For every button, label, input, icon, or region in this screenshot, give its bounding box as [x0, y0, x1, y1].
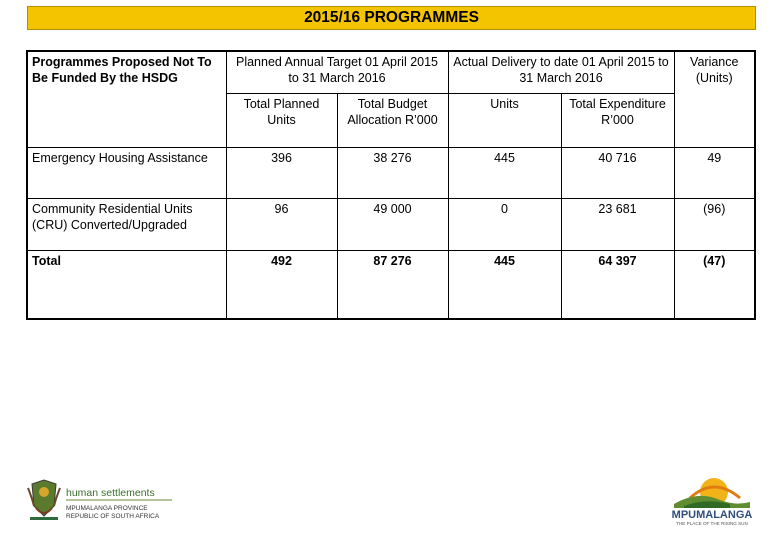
row-programme: Total	[27, 250, 226, 319]
sun-hills-icon	[654, 472, 770, 528]
row-expenditure: 64 397	[561, 250, 674, 319]
logo-left-line1: human settlements	[66, 487, 155, 499]
header-planned: Planned Annual Target 01 April 2015 to 31 March 2016	[226, 51, 448, 93]
total-row	[27, 250, 755, 319]
logo-right-name: MPUMALANGA	[671, 509, 753, 521]
logo-left-line2: MPUMALANGA PROVINCE	[66, 505, 148, 512]
row-planned-units: 492	[226, 250, 337, 319]
row-programme: Emergency Housing Assistance	[27, 147, 226, 198]
row-actual-units: 445	[448, 250, 561, 319]
header-variance: Variance (Units)	[674, 51, 755, 147]
row-planned-units: 96	[226, 198, 337, 250]
subheader-expenditure: Total Expenditure R’000	[561, 93, 674, 147]
row-budget: 49 000	[337, 198, 448, 250]
page-title: 2015/16 PROGRAMMES	[27, 6, 756, 30]
row-budget: 38 276	[337, 147, 448, 198]
header-actual: Actual Delivery to date 01 April 2015 to 31 March 2016	[448, 51, 674, 93]
programmes-table	[26, 50, 756, 320]
subheader-planned-units: Total Planned Units	[226, 93, 337, 147]
row-actual-units: 445	[448, 147, 561, 198]
header-row	[27, 51, 755, 93]
table-row	[27, 198, 755, 250]
row-programme: Community Residential Units (CRU) Converted/Upgraded	[27, 198, 226, 250]
row-planned-units: 396	[226, 147, 337, 198]
logo-left-line3: REPUBLIC OF SOUTH AFRICA	[66, 513, 160, 520]
header-programmes: Programmes Proposed Not To Be Funded By the HSDG	[27, 51, 226, 147]
human-settlements-logo	[26, 478, 196, 522]
mpumalanga-logo	[654, 472, 770, 528]
row-actual-units: 0	[448, 198, 561, 250]
subheader-budget: Total Budget Allocation R’000	[337, 93, 448, 147]
coat-of-arms-icon	[26, 478, 196, 522]
logo-right-tagline: THE PLACE OF THE RISING SUN	[676, 521, 748, 526]
row-variance: 49	[674, 147, 755, 198]
row-variance: (47)	[674, 250, 755, 319]
row-expenditure: 23 681	[561, 198, 674, 250]
row-expenditure: 40 716	[561, 147, 674, 198]
row-budget: 87 276	[337, 250, 448, 319]
row-variance: (96)	[674, 198, 755, 250]
subheader-actual-units: Units	[448, 93, 561, 147]
table-row	[27, 147, 755, 198]
